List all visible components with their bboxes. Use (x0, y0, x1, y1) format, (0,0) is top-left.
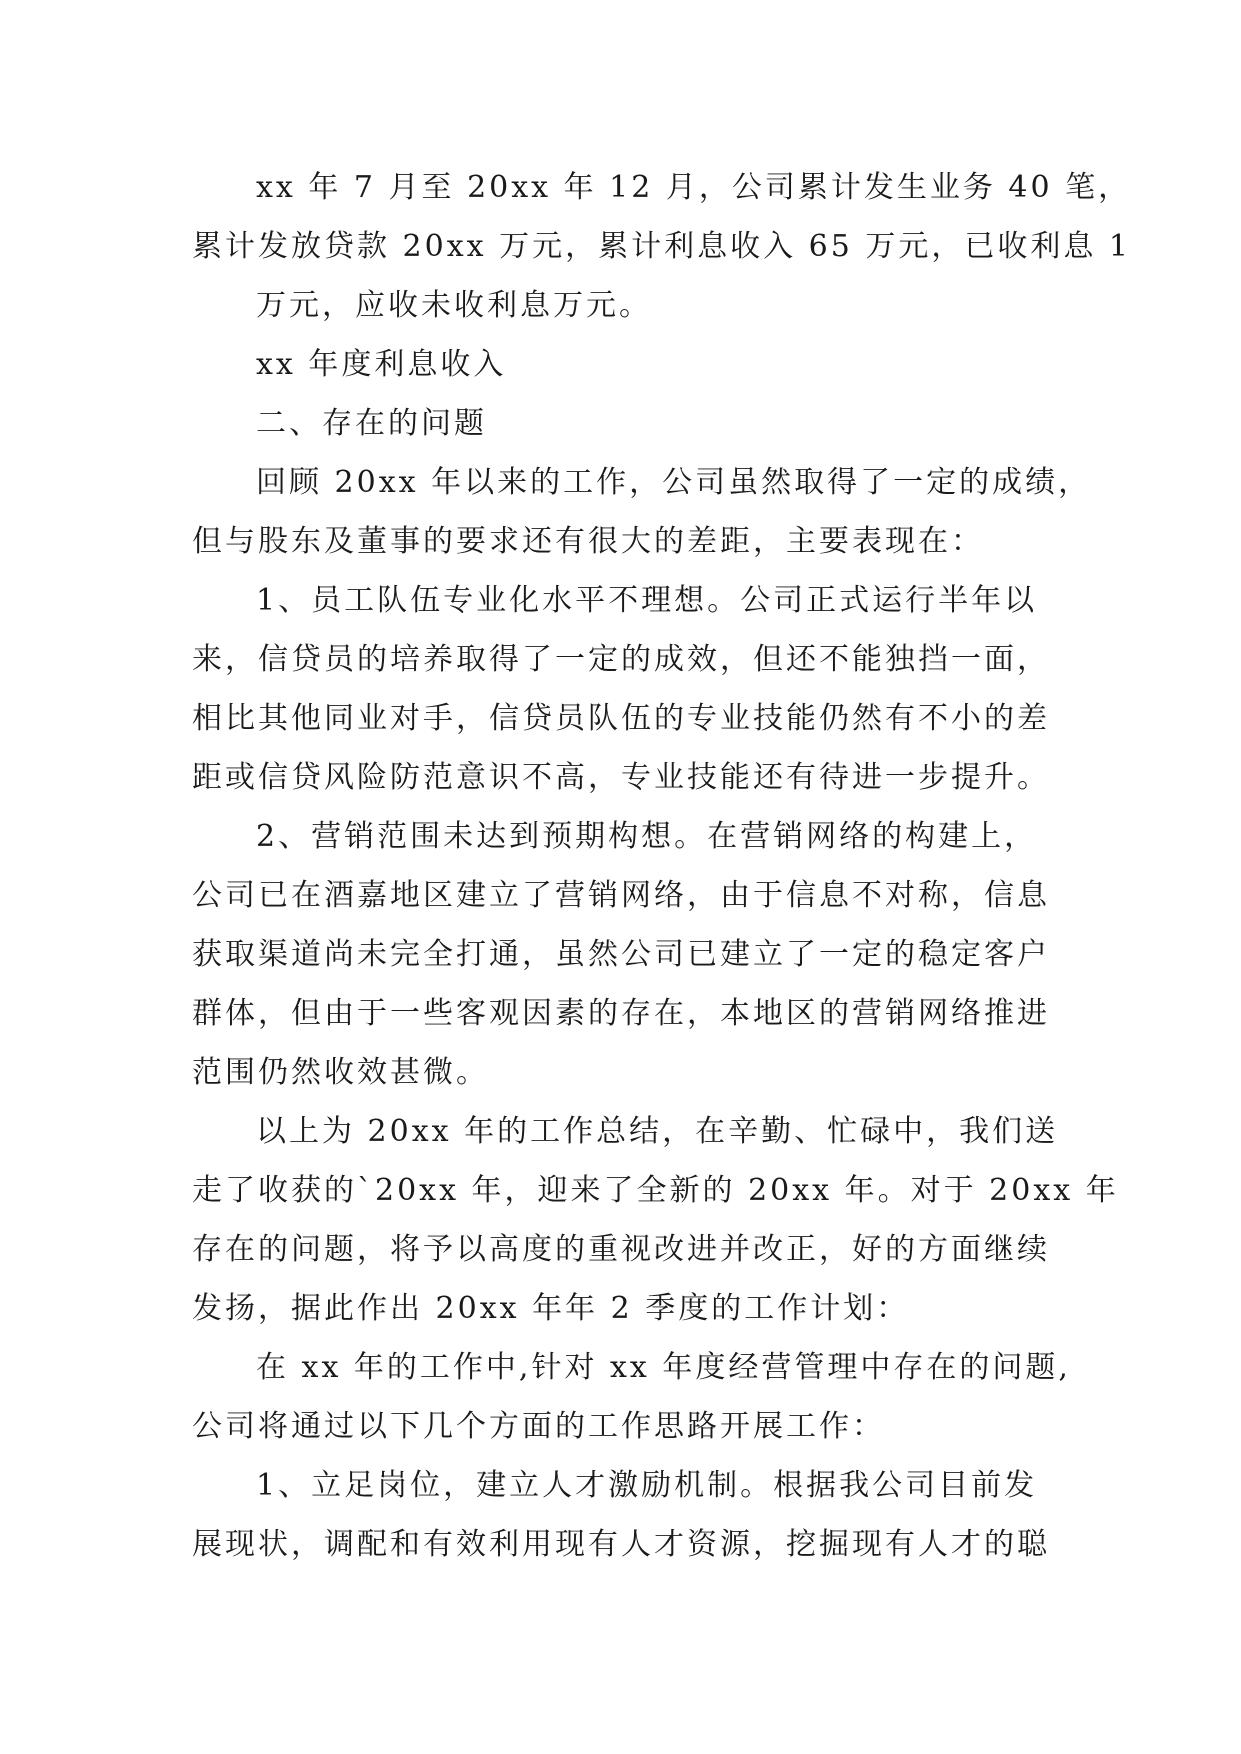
text-line: 群体，但由于一些客观因素的存在，本地区的营销网络推进 (192, 996, 1050, 1031)
text-line: 范围仍然收效甚微。 (192, 1055, 489, 1090)
text-line: 二、存在的问题 (256, 406, 487, 441)
text-line: 距或信贷风险防范意识不高，专业技能还有待进一步提升。 (192, 760, 1050, 795)
text-line: 发扬，据此作出 20xx 年年 2 季度的工作计划： (192, 1291, 910, 1326)
paragraph-problem-1 (192, 571, 1072, 807)
paragraph-plan-1 (192, 1456, 1072, 1574)
paragraph-interest-receivable (192, 276, 1072, 335)
text-line: 展现状，调配和有效利用现有人才资源，挖掘现有人才的聪 (192, 1527, 1050, 1562)
text-line: 在 xx 年的工作中,针对 xx 年度经营管理中存在的问题, (256, 1350, 1071, 1385)
text-line: 走了收获的`20xx 年，迎来了全新的 20xx 年。对于 20xx 年 (192, 1173, 1119, 1208)
document-body (192, 158, 1132, 1574)
text-line: 公司将通过以下几个方面的工作思路开展工作： (192, 1409, 885, 1444)
text-line: 回顾 20xx 年以来的工作，公司虽然取得了一定的成绩， (256, 465, 1092, 500)
text-line: 万元，应收未收利息万元。 (256, 288, 652, 323)
paragraph-conclusion (192, 1102, 1119, 1338)
text-line: 来，信贷员的培养取得了一定的成效，但还不能独挡一面， (192, 642, 1050, 677)
paragraph-work-plan-intro (192, 1338, 1072, 1456)
paragraph-business-summary (192, 158, 1132, 276)
text-line: 公司已在酒嘉地区建立了营销网络，由于信息不对称，信息 (192, 878, 1050, 913)
text-line: 但与股东及董事的要求还有很大的差距，主要表现在： (192, 524, 984, 559)
text-line: 累计发放贷款 20xx 万元，累计利息收入 65 万元，已收利息 1 (192, 229, 1131, 264)
paragraph-review (192, 453, 1092, 571)
paragraph-annual-interest-income (192, 335, 1072, 394)
section-heading-problems (192, 394, 1072, 453)
text-line: 2、营销范围未达到预期构想。在营销网络的构建上， (256, 819, 1038, 854)
text-line: 1、立足岗位，建立人才激励机制。根据我公司目前发 (256, 1468, 1038, 1503)
paragraph-problem-2 (192, 807, 1072, 1102)
text-line: 相比其他同业对手，信贷员队伍的专业技能仍然有不小的差 (192, 701, 1050, 736)
text-line: 获取渠道尚未完全打通，虽然公司已建立了一定的稳定客户 (192, 937, 1050, 972)
text-line: 存在的问题，将予以高度的重视改进并改正，好的方面继续 (192, 1232, 1050, 1267)
text-line: xx 年 7 月至 20xx 年 12 月，公司累计发生业务 40 笔， (256, 170, 1132, 205)
text-line: xx 年度利息收入 (256, 347, 507, 382)
text-line: 以上为 20xx 年的工作总结，在辛勤、忙碌中，我们送 (256, 1114, 1059, 1149)
text-line: 1、员工队伍专业化水平不理想。公司正式运行半年以 (256, 583, 1038, 618)
